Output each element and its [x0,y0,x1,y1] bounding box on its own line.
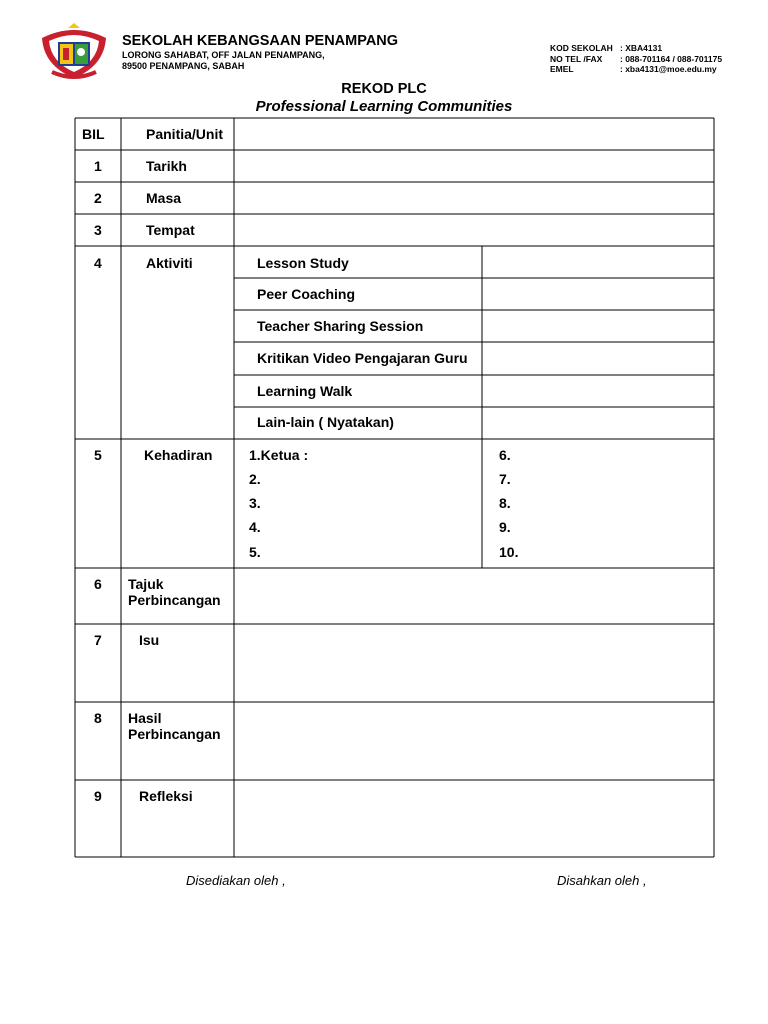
address-line-1: LORONG SAHABAT, OFF JALAN PENAMPANG, [122,50,325,60]
attendance-10: 10. [499,544,519,560]
row-number: 2 [94,190,102,206]
activity-peer-coaching-field[interactable] [483,279,713,309]
attendance-8: 8. [499,495,511,511]
attendance-3: 3. [249,495,261,511]
row-label-masa: Masa [146,190,182,206]
attendance-6: 6. [499,447,511,463]
activity-learning-walk-field[interactable] [483,376,713,406]
row-number: 4 [94,255,102,271]
row-label-kehadiran: Kehadiran [144,447,213,463]
contact-label: KOD SEKOLAH [550,43,613,53]
activity-teacher-sharing-field[interactable] [483,311,713,341]
school-address [122,50,325,72]
form-subtitle: Professional Learning Communities [255,98,513,115]
refleksi-field[interactable] [235,781,713,856]
tajuk-field[interactable] [235,569,713,623]
activity-lesson-study-field[interactable] [483,247,713,277]
hasil-field[interactable] [235,703,713,779]
header-bil: BIL [82,126,105,142]
activity-video-critique-field[interactable] [483,343,713,374]
contact-row-code [550,43,722,54]
row-number: 7 [94,632,102,648]
tarikh-field[interactable] [235,151,713,181]
panitia-unit-field[interactable] [235,119,713,149]
row-number: 5 [94,447,102,463]
attendance-4: 4. [249,519,261,535]
form-title: REKOD PLC [341,81,427,97]
row-label-refleksi: Refleksi [139,788,193,804]
row-number: 1 [94,158,102,174]
attendance-right-field[interactable] [525,440,713,567]
tempat-field[interactable] [235,215,713,245]
header-panitia-unit: Panitia/Unit [146,126,224,142]
contact-row-phone [550,54,722,65]
attendance-1: 1.Ketua : [249,447,309,463]
activity-others: Lain-lain ( Nyatakan) [257,414,394,430]
address-line-2: 89500 PENAMPANG, SABAH [122,61,245,71]
contact-value: : 088-701164 / 088-701175 [620,53,723,64]
contact-label: NO TEL /FAX [550,53,603,64]
activity-peer-coaching: Peer Coaching [257,286,356,302]
row-label-hasil: Hasil Perbincangan [128,710,221,742]
masa-field[interactable] [235,183,713,213]
row-number: 3 [94,222,102,238]
school-name: SEKOLAH KEBANGSAAN PENAMPANG [122,33,399,49]
row-number: 8 [94,710,102,726]
contact-label: EMEL [550,64,574,74]
prepared-by-label: Disediakan oleh , [186,873,286,888]
isu-field[interactable] [235,625,713,701]
row-label-tarikh: Tarikh [146,158,187,174]
attendance-2: 2. [249,471,261,487]
contact-block [550,43,722,75]
activity-teacher-sharing: Teacher Sharing Session [257,318,424,334]
contact-row-email [550,64,722,75]
attendance-5: 5. [249,544,261,560]
row-label-tajuk: Tajuk Perbincangan [128,576,221,608]
contact-value: : xba4131@moe.edu.my [620,64,717,74]
activity-video-critique: Kritikan Video Pengajaran Guru [257,350,468,366]
attendance-7: 7. [499,471,511,487]
activity-lesson-study: Lesson Study [257,255,349,271]
activity-others-field[interactable] [483,408,713,438]
activity-learning-walk: Learning Walk [257,383,353,399]
row-label-tempat: Tempat [146,222,195,238]
attendance-left-field[interactable] [310,440,480,567]
row-label-isu: Isu [139,632,160,648]
approved-by-label: Disahkan oleh , [557,873,647,888]
contact-value: : XBA4131 [620,43,663,53]
row-number: 6 [94,576,102,592]
row-label-aktiviti: Aktiviti [146,255,193,271]
school-crest-logo [38,22,110,82]
attendance-9: 9. [499,519,511,535]
row-number: 9 [94,788,102,804]
